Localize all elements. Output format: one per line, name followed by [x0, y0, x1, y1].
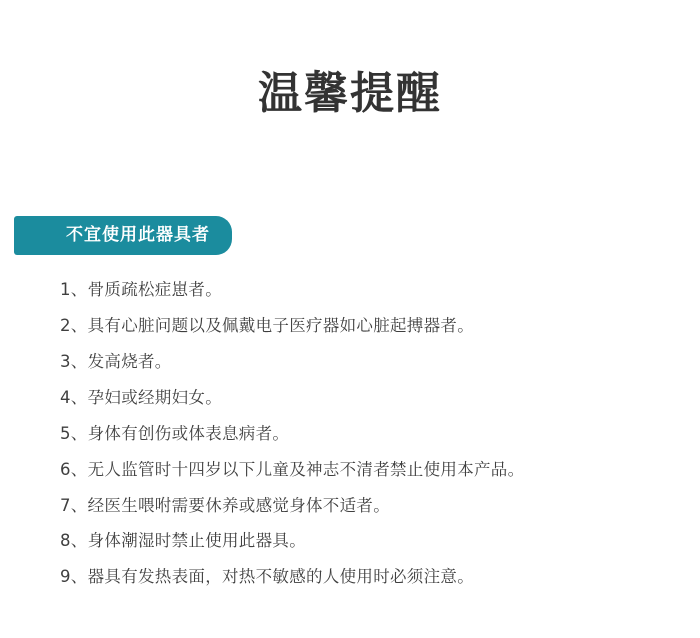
section-banner-label: 不宜使用此器具者	[66, 225, 210, 245]
list-item: 7、经医生喂咐需要休养或感觉身体不适者。	[60, 495, 390, 515]
list-item: 2、具有心脏问题以及佩戴电子医疗器如心脏起搏器者。	[60, 315, 474, 335]
list-item: 3、发高烧者。	[60, 351, 172, 371]
list-item: 5、身体有创伤或体表息病者。	[60, 423, 290, 443]
list-item: 8、身体潮湿时禁止使用此器具。	[60, 531, 306, 551]
page-title: 温馨提醒	[258, 68, 442, 119]
warning-list	[0, 272, 700, 595]
list-item: 1、骨质疏松症崽者。	[60, 280, 222, 299]
list-item: 4、孕妇或经期妇女。	[60, 387, 222, 407]
list-item: 6、无人监管时十四岁以下儿童及神志不清者禁止使用本产品。	[60, 459, 525, 479]
section-banner	[14, 216, 232, 255]
list-item: 9、器具有发热表面，对热不敏感的人使用时必须注意。	[60, 567, 474, 587]
